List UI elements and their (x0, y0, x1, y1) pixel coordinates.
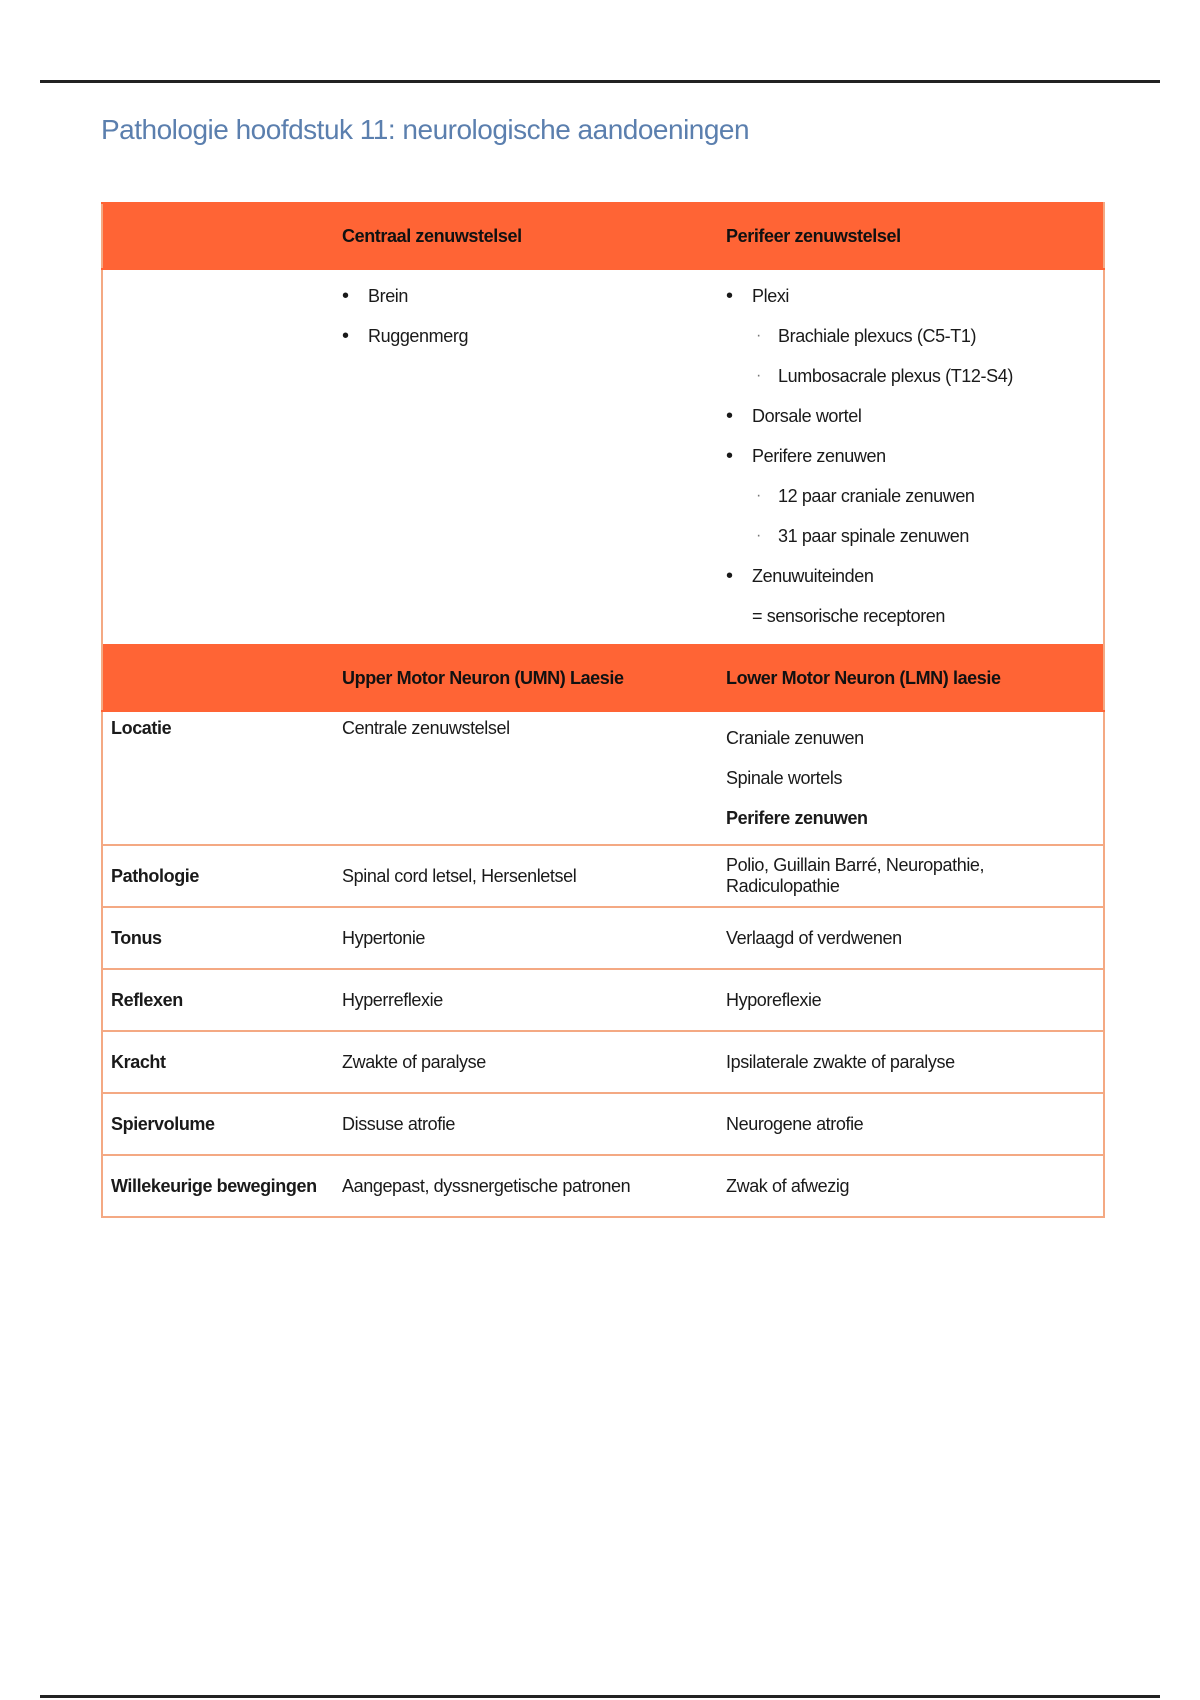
table-row (102, 969, 1104, 1031)
lesion-header-row (102, 645, 1104, 711)
bottom-rule (40, 1695, 1160, 1698)
lmn-cell: Verlaagd of verdwenen (718, 907, 1104, 969)
lmn-cell: Ipsilaterale zwakte of paralyse (718, 1031, 1104, 1093)
table-row (102, 907, 1104, 969)
list-item: • Ruggenmerg (342, 316, 710, 356)
lmn-location: Perifere zenuwen (726, 808, 868, 828)
pns-plexi: Plexi (752, 286, 790, 306)
comparison-table (101, 202, 1105, 1218)
list-item: • Brein (342, 276, 710, 316)
table-row (102, 1093, 1104, 1155)
umn-cell: Hypertonie (334, 907, 718, 969)
header-cns: Centraal zenuwstelsel (334, 203, 718, 269)
lmn-location: Spinale wortels (726, 768, 843, 788)
row-label: Willekeurige bewegingen (102, 1155, 334, 1217)
lmn-cell: Hyporeflexie (718, 969, 1104, 1031)
pns-zenuw: Zenuwuiteinden (752, 566, 874, 586)
list-item (726, 436, 1095, 556)
top-rule (40, 80, 1160, 83)
pns-list (726, 276, 1095, 596)
content-cell-empty (102, 269, 334, 645)
umn-cell: Hyperreflexie (334, 969, 718, 1031)
header-cell-empty (102, 203, 334, 269)
row-label: Reflexen (102, 969, 334, 1031)
lmn-cell (718, 711, 1104, 845)
list-item (726, 276, 1095, 396)
row-label: Tonus (102, 907, 334, 969)
table-row (102, 711, 1104, 845)
nervous-system-content-row (102, 269, 1104, 645)
perifere-sublist (752, 476, 1095, 556)
row-label: Locatie (102, 711, 334, 845)
plexi-sublist (752, 316, 1095, 396)
receptor-note: = sensorische receptoren (752, 606, 946, 626)
lmn-cell: Zwak of afwezig (718, 1155, 1104, 1217)
header-cell-empty (102, 645, 334, 711)
sub-list-item: · 12 paar craniale zenuwen (752, 476, 1095, 516)
sub-list-item: · Lumbosacrale plexus (T12-S4) (752, 356, 1095, 396)
umn-cell: Dissuse atrofie (334, 1093, 718, 1155)
document-title: Pathologie hoofdstuk 11: neurologische aandoeningen (101, 114, 750, 145)
row-label: Spiervolume (102, 1093, 334, 1155)
header-lmn: Lower Motor Neuron (LMN) laesie (718, 645, 1104, 711)
sub-list-item: · Brachiale plexucs (C5-T1) (752, 316, 1095, 356)
table-header-row (102, 203, 1104, 269)
table-row (102, 845, 1104, 907)
umn-cell: Aangepast, dyssnergetische patronen (334, 1155, 718, 1217)
umn-cell: Spinal cord letsel, Hersenletsel (334, 845, 718, 907)
umn-cell: Zwakte of paralyse (334, 1031, 718, 1093)
sub-list-item: · 31 paar spinale zenuwen (752, 516, 1095, 556)
header-pns: Perifeer zenuwstelsel (718, 203, 1104, 269)
table-row (102, 1155, 1104, 1217)
row-label: Kracht (102, 1031, 334, 1093)
lmn-location: Craniale zenuwen (726, 728, 864, 748)
header-umn: Upper Motor Neuron (UMN) Laesie (334, 645, 718, 711)
lmn-cell: Neurogene atrofie (718, 1093, 1104, 1155)
list-item (726, 556, 1095, 596)
umn-cell: Centrale zenuwstelsel (334, 711, 718, 845)
table-row (102, 1031, 1104, 1093)
cns-cell (334, 269, 718, 645)
row-label: Pathologie (102, 845, 334, 907)
cns-list (342, 276, 710, 356)
lmn-cell: Polio, Guillain Barré, Neuropathie, Radiculopathie (718, 845, 1104, 907)
pns-perifere: Perifere zenuwen (752, 446, 886, 466)
list-item: • Dorsale wortel (726, 396, 1095, 436)
pns-cell (718, 269, 1104, 645)
